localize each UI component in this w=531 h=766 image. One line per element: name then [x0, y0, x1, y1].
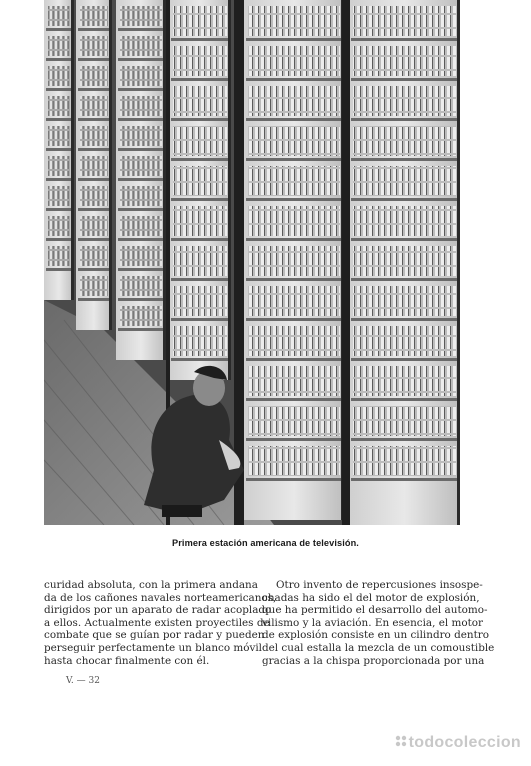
- photo-television-station: [44, 0, 460, 525]
- page-folio: V. — 32: [66, 676, 100, 686]
- text-line: hasta chocar finalmente con él.: [44, 654, 210, 667]
- text-line: que ha permitido el desarrollo del automo-: [262, 604, 488, 617]
- watermark: [395, 734, 521, 752]
- text-line: curidad absoluta, con la primera andana: [44, 579, 258, 591]
- text-line: del cual estalla la mezcla de un comoustible: [262, 641, 495, 654]
- text-line: de explosión consiste en un cilindro dentro: [262, 629, 490, 642]
- text-line: gracias a la chispa proporcionada por una: [262, 654, 485, 667]
- text-line: Otro invento de repercusiones insospe-: [276, 579, 483, 591]
- text-line: chadas ha sido el del motor de explosión,: [262, 591, 480, 604]
- text-line: a ellos. Actualmente existen proyectiles de: [44, 616, 270, 629]
- photo-caption: Primera estación americana de televisión.: [172, 538, 359, 548]
- text-line: vilismo y la aviación. En esencia, el motor: [262, 616, 483, 629]
- watermark-text: todocoleccion: [408, 734, 521, 752]
- text-line: combate que se guían por radar y pueden: [44, 629, 265, 642]
- text-column-left: [44, 579, 277, 667]
- text-line: dirigidos por un aparato de radar acoplado: [44, 604, 272, 617]
- text-line: da de los cañones navales norteamericanos,: [44, 591, 277, 604]
- text-line: perseguir perfectamente un blanco móvil: [44, 641, 263, 654]
- text-column-right: [262, 579, 495, 667]
- watermark-logo-icon: [395, 734, 407, 752]
